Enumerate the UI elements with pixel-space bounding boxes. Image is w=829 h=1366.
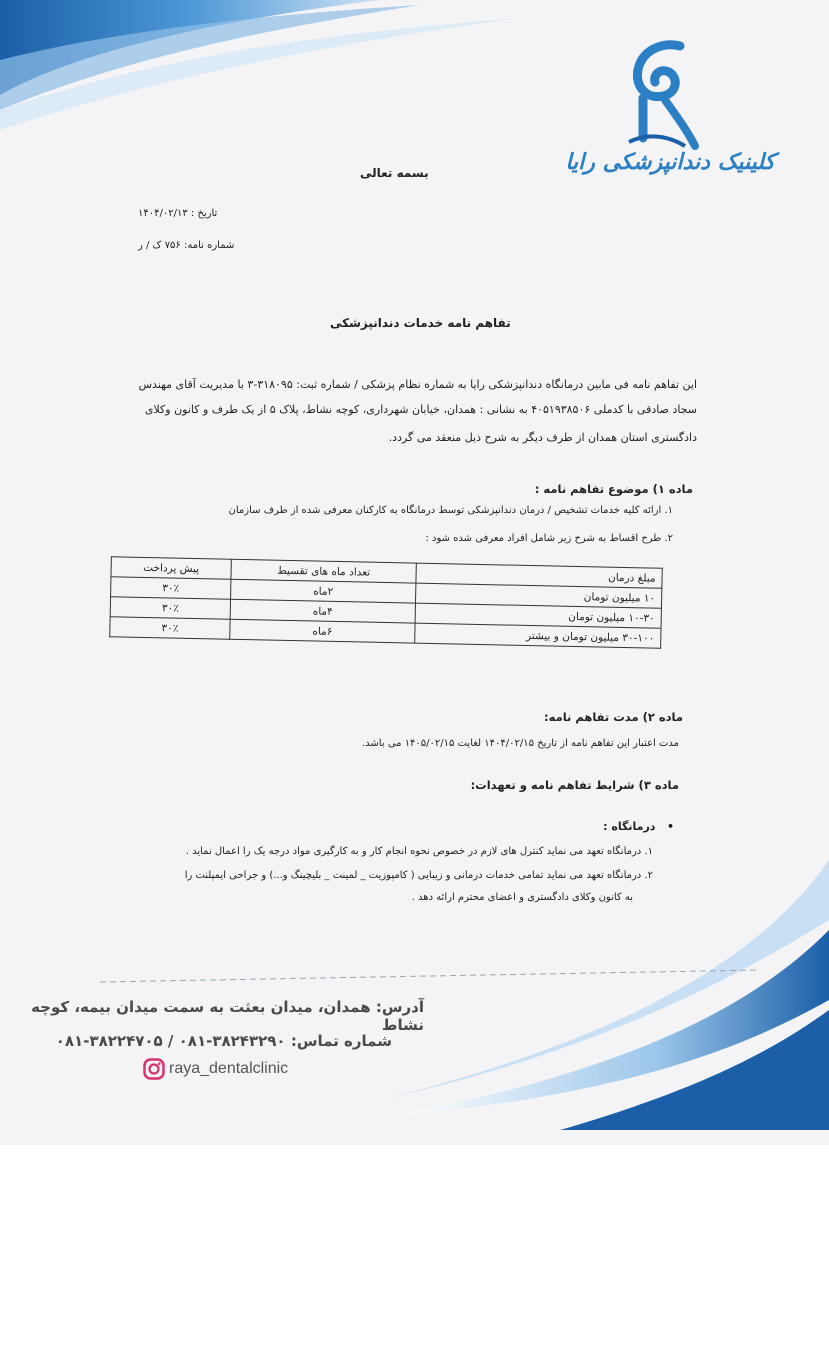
article3-heading: ماده ۳) شرایط تفاهم نامه و تعهدات: — [470, 778, 679, 792]
article1-heading: ماده ۱) موضوع تفاهم نامه : — [534, 482, 693, 496]
intro-line-3: دادگستری استان همدان از طرف دیگر به شرح ذیل منعقد می گردد. — [388, 431, 697, 444]
intro-line-1: این تفاهم نامه فی مابین درمانگاه دندانپزشکی رایا به شماره نظام پزشکی / شماره ثبت: ۳۱۸۰۹۵-۳ با مدیریت آقای مهندس — [138, 378, 697, 391]
table-cell: ۱۰ میلیون تومان — [415, 583, 661, 608]
footer-phone: شماره تماس: ۳۸۲۴۳۲۹۰-۰۸۱ / ۳۸۲۲۴۷۰۵-۰۸۱ — [55, 1032, 392, 1050]
bullet: • — [655, 820, 674, 833]
article3-item-2: ۲. درمانگاه تعهد می نماید تمامی خدمات درمانی و زیبایی ( کامپوزیت _ لمینت _ بلیچینگ و...) و جراحی ایمپلنت را — [184, 870, 653, 881]
article3-item-1: ۱. درمانگاه تعهد می نماید کنترل های لازم در خصوص نحوه انجام کار و به کارگیری مواد درجه یک را اعمال نماید . — [185, 846, 653, 857]
invocation: بسمه تعالی — [360, 166, 429, 180]
clinic-logo-mark — [625, 38, 705, 158]
article3-subheading-text: درمانگاه : — [603, 820, 656, 833]
table-header: تعداد ماه های تقسیط — [231, 559, 416, 583]
article1-item-1: ۱. ارائه کلیه خدمات تشخیص / درمان دندانپزشکی توسط درمانگاه به کارکنان معرفی شده از طرف سازمان — [228, 505, 673, 516]
table-cell: ۲ماه — [231, 579, 416, 603]
letter-date: تاریخ : ۱۴۰۴/۰۲/۱۳ — [138, 208, 218, 219]
table-cell: ۶ماه — [230, 619, 415, 643]
article2-heading: ماده ۲) مدت تفاهم نامه: — [544, 710, 683, 724]
page-title: تفاهم نامه خدمات دندانپزشکی — [330, 316, 511, 330]
table-header: پیش پرداخت — [111, 557, 231, 580]
instagram-handle[interactable] — [143, 1058, 288, 1080]
article2-text: مدت اعتبار این تفاهم نامه از تاریخ ۱۴۰۴/۰۲/۱۵ لغایت ۱۴۰۵/۰۲/۱۵ می باشد. — [362, 738, 679, 749]
table-cell: ۴ماه — [230, 599, 415, 623]
table-cell: ۱۰-۳۰ میلیون تومان — [415, 603, 661, 628]
table-cell: ۳۰٪ — [110, 597, 230, 620]
table-cell: ۳۰٪ — [111, 577, 231, 600]
instagram-icon — [143, 1058, 165, 1080]
clinic-name: کلینیک دندانپزشکی رایا — [565, 150, 775, 175]
article3-subheading — [603, 820, 674, 833]
letter-number: شماره نامه: ۷۵۶ ک / ر — [138, 240, 235, 251]
article1-item-2: ۲. طرح اقساط به شرح زیر شامل افراد معرفی شده شود : — [425, 533, 673, 544]
article3-continuation: به کانون وکلای دادگستری و اعضای محترم ارائه دهد . — [411, 892, 633, 903]
table-header: مبلغ درمان — [416, 563, 662, 588]
table-cell: ۳۰-۱۰۰ میلیون تومان و بیشتر — [415, 623, 661, 648]
table-cell: ۳۰٪ — [110, 617, 230, 640]
installment-table — [109, 556, 663, 649]
instagram-label: raya_dentalclinic — [169, 1060, 289, 1077]
intro-line-2: سجاد صادقی با کدملی ۴۰۵۱۹۳۸۵۰۶ به نشانی : همدان، خیابان شهرداری، کوچه نشاط، پلاک ۵ از یک طرف و کانون وکلای — [144, 403, 697, 416]
footer-address: آدرس: همدان، میدان بعثت به سمت میدان بیمه، کوچه نشاط — [31, 998, 424, 1034]
